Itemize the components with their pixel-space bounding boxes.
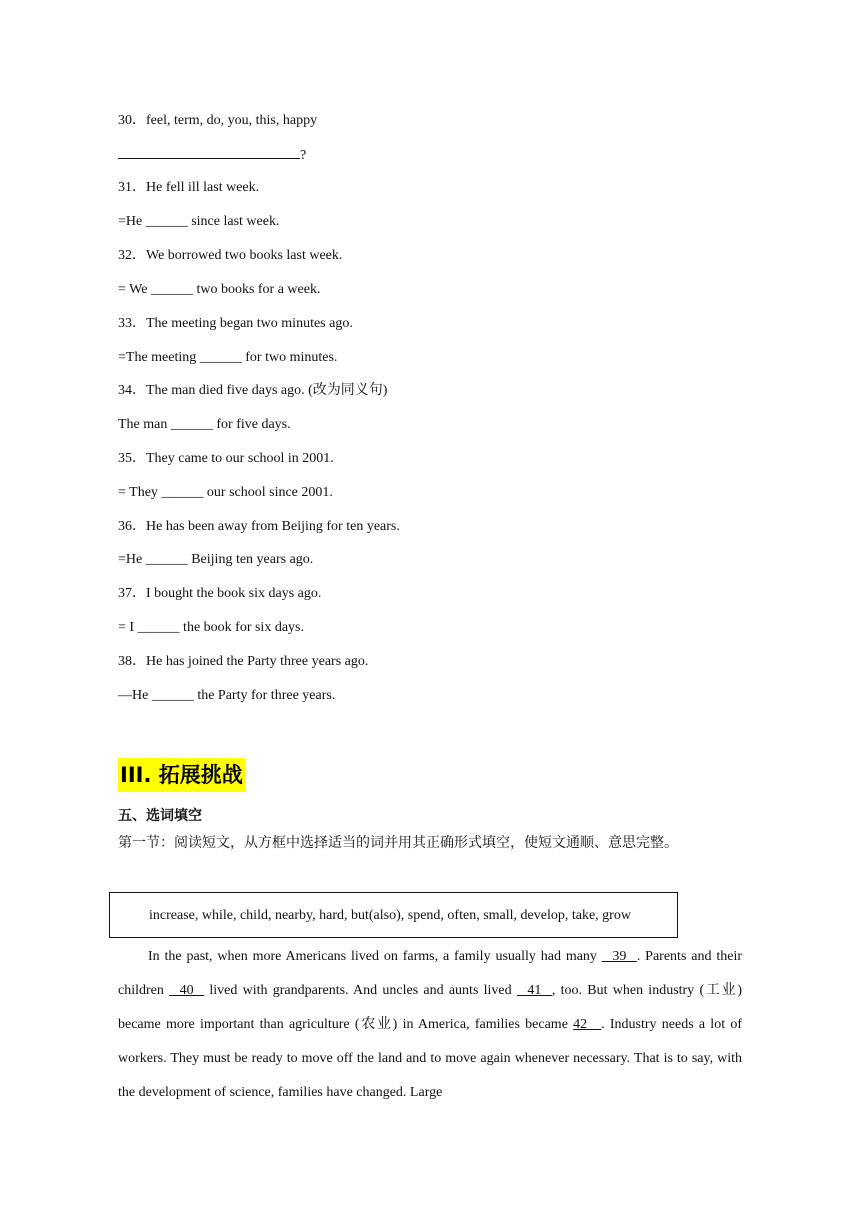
- word-bank-box: increase, while, child, nearby, hard, but(also), spend, often, small, develop, take, grow: [109, 892, 678, 938]
- answer-blank[interactable]: [118, 146, 300, 159]
- question-35-stem: 35．They came to our school in 2001.: [118, 451, 334, 466]
- question-37-stem: 37．I bought the book six days ago.: [118, 586, 322, 601]
- section-subtitle: 五、选词填空: [118, 808, 202, 824]
- question-36-stem: 36．He has been away from Beijing for ten years.: [118, 519, 400, 534]
- question-30-stem: 30．feel, term, do, you, this, happy: [118, 113, 318, 128]
- blank-39[interactable]: 39: [601, 949, 637, 964]
- blank-42[interactable]: 42: [573, 1017, 602, 1032]
- blank-41[interactable]: 41: [516, 983, 552, 998]
- question-37-answer: = I ______ the book for six days.: [118, 620, 304, 635]
- question-30-answer: [118, 146, 306, 165]
- passage-text: lived with grandparents. And uncles and aunts lived: [204, 983, 517, 998]
- passage-text: , too. But when industry (工业) became more important than agriculture (农业) in America, families became: [118, 983, 743, 1032]
- question-mark: ?: [300, 148, 307, 163]
- passage-text: . Industry needs a lot of workers. They must be ready to move off the land and to move again whenever necessary. That is to say, with the development of science, families have changed. Large: [118, 1017, 742, 1100]
- question-33-stem: 33．The meeting began two minutes ago.: [118, 316, 353, 331]
- question-38-answer: —He ______ the Party for three years.: [118, 688, 336, 703]
- question-32-answer: = We ______ two books for a week.: [118, 282, 321, 297]
- passage-paragraph: [118, 940, 742, 1110]
- question-33-answer: =The meeting ______ for two minutes.: [118, 350, 338, 365]
- question-35-answer: = They ______ our school since 2001.: [118, 485, 333, 500]
- passage-text: . Parents and their children: [118, 949, 742, 998]
- question-32-stem: 32．We borrowed two books last week.: [118, 248, 343, 263]
- question-31-answer: =He ______ since last week.: [118, 214, 280, 229]
- question-38-stem: 38．He has joined the Party three years ago.: [118, 654, 369, 669]
- blank-40[interactable]: 40: [169, 983, 205, 998]
- question-34-stem: 34．The man died five days ago. (改为同义句): [118, 383, 388, 398]
- section-instruction: 第一节：阅读短文，从方框中选择适当的词并用其正确形式填空，使短文通顺、意思完整。: [118, 835, 678, 851]
- section-title: III. 拓展挑战: [118, 758, 245, 792]
- question-36-answer: =He ______ Beijing ten years ago.: [118, 552, 314, 567]
- question-34-answer: The man ______ for five days.: [118, 417, 291, 432]
- question-31-stem: 31．He fell ill last week.: [118, 180, 260, 195]
- passage-text: In the past, when more Americans lived on farms, a family usually had many: [148, 949, 602, 964]
